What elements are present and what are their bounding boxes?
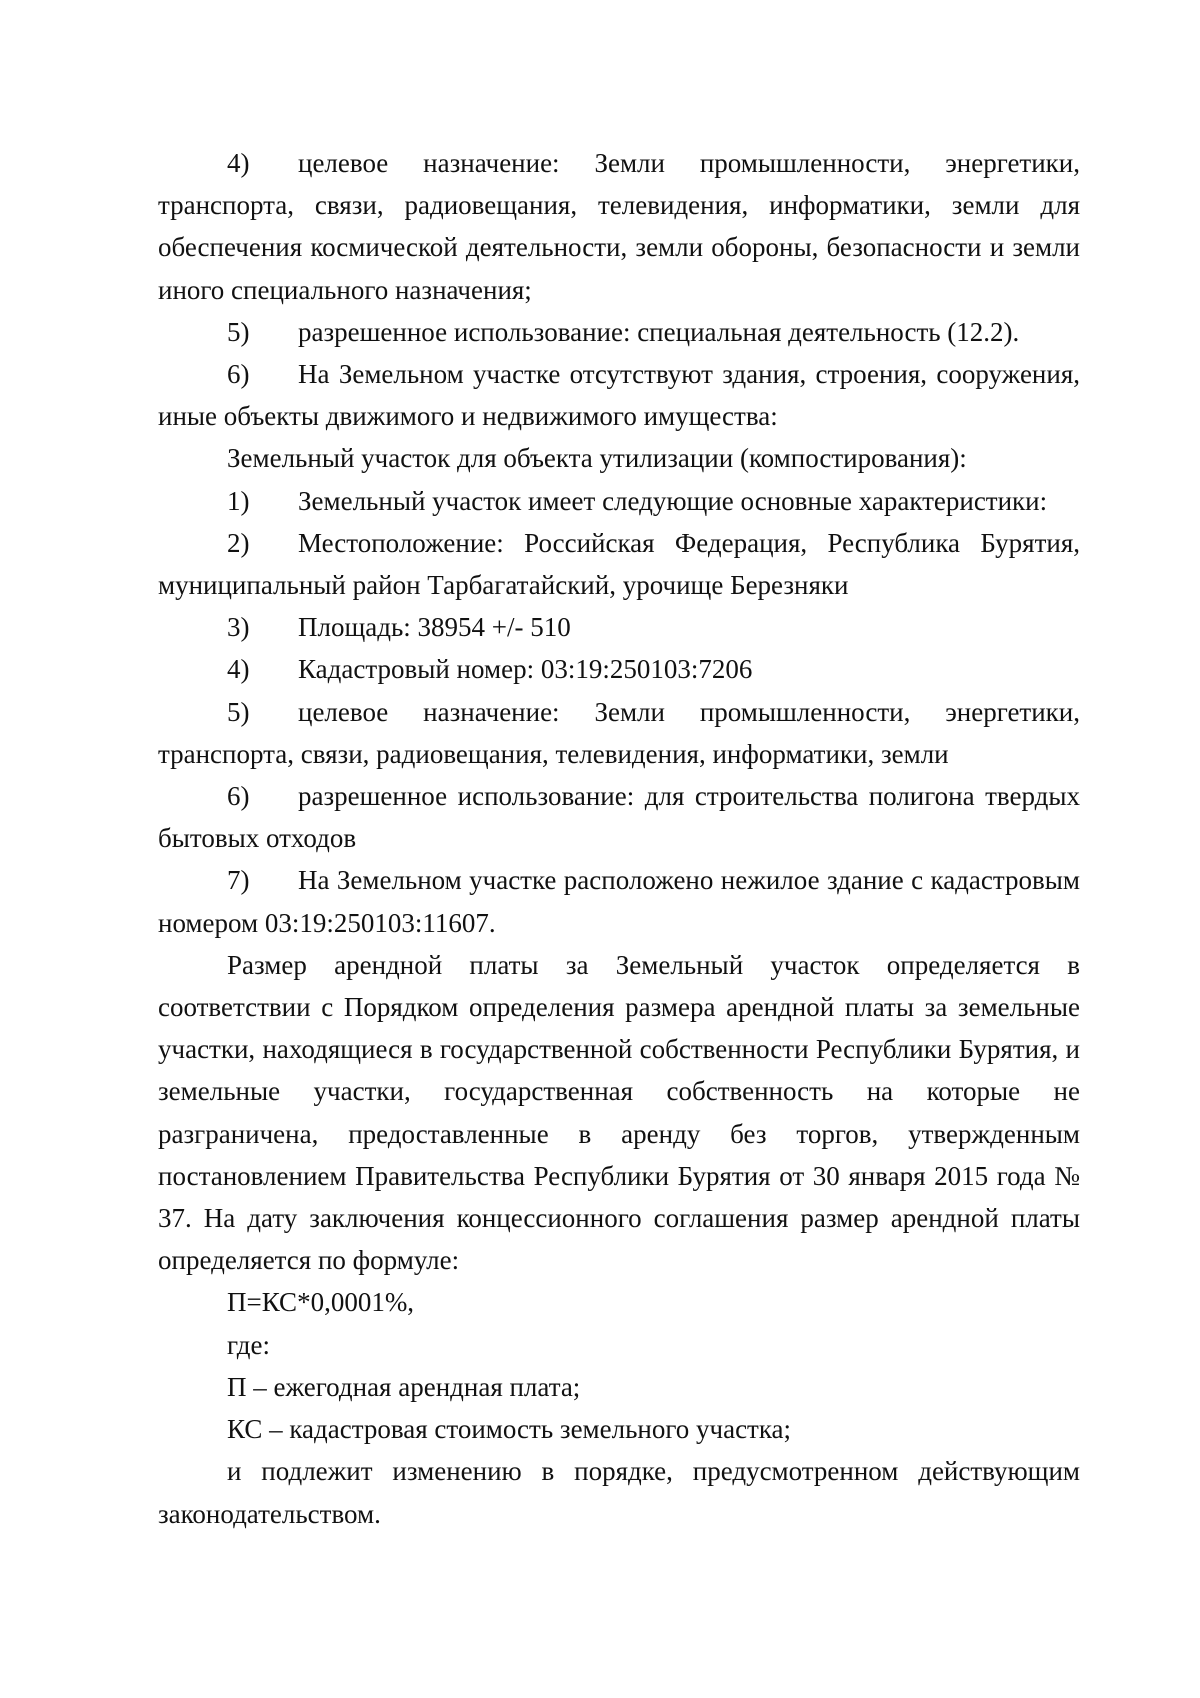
item-number: 1) — [227, 485, 250, 516]
item-number: 7) — [227, 865, 250, 896]
list-item — [158, 142, 1080, 311]
formula-definition: П – ежегодная арендная плата; — [227, 1371, 581, 1402]
list-item — [158, 775, 1080, 859]
closing-paragraph: и подлежит изменению в порядке, предусмотренном действующим законодательством. — [158, 1456, 1080, 1529]
item-number: 4) — [227, 148, 250, 178]
section-heading: Земельный участок для объекта утилизации (компостирования): — [227, 443, 967, 474]
item-number: 3) — [227, 612, 250, 643]
item-text: целевое назначение: Земли промышленности, энергетики, транспорта, связи, радиовещания, телевидения, информатики, земли — [158, 696, 1080, 769]
list-item — [158, 606, 1080, 648]
item-text: Земельный участок имеет следующие основные характеристики: — [298, 485, 1048, 516]
formula-definition: КС – кадастровая стоимость земельного участка; — [227, 1414, 792, 1445]
list-item — [158, 648, 1080, 690]
item-text: целевое назначение: Земли промышленности, энергетики, транспорта, связи, радиовещания, телевидения, информатики, земли для обеспечения космической деятельности, земли обороны, безопасности и земли иного специального назначения; — [158, 148, 1080, 305]
item-text: Кадастровый номер: 03:19:250103:7206 — [298, 654, 753, 685]
item-text: разрешенное использование: специальная деятельность (12.2). — [298, 316, 1020, 347]
item-text: На Земельном участке расположено нежилое здание с кадастровым номером 03:19:250103:11607. — [158, 865, 1080, 938]
rent-paragraph: Размер арендной платы за Земельный участок определяется в соответствии с Порядком определения размера арендной платы за земельные участки, находящиеся в государственной собственности Республики Бурятия, и земельные участки, государственная собственность на которые не разграничена, предоставленные в аренду без торгов, утвержденным постановлением Правительства Республики Бурятия от 30 января 2015 года № 37. На дату заключения концессионного соглашения размер арендной платы определяется по формуле: — [158, 949, 1080, 1276]
item-number: 5) — [227, 696, 250, 727]
item-text: На Земельном участке отсутствуют здания, строения, сооружения, иные объекты движимого и недвижимого имущества: — [158, 359, 1080, 432]
document-body — [158, 142, 1080, 1535]
list-item — [158, 311, 1080, 353]
formula-where: где: — [227, 1329, 270, 1360]
item-number: 6) — [227, 359, 250, 390]
list-item — [158, 859, 1080, 943]
list-item — [158, 480, 1080, 522]
item-number: 5) — [227, 316, 250, 347]
formula: П=КС*0,0001%, — [227, 1287, 415, 1318]
list-item — [158, 691, 1080, 775]
item-number: 2) — [227, 527, 250, 558]
list-item — [158, 522, 1080, 606]
item-text: разрешенное использование: для строительства полигона твердых бытовых отходов — [158, 781, 1080, 854]
item-number: 4) — [227, 654, 250, 685]
item-number: 6) — [227, 781, 250, 812]
item-text: Местоположение: Российская Федерация, Республика Бурятия, муниципальный район Тарбагатайский, урочище Березняки — [158, 527, 1080, 601]
list-item — [158, 353, 1080, 437]
item-text: Площадь: 38954 +/- 510 — [298, 612, 571, 643]
